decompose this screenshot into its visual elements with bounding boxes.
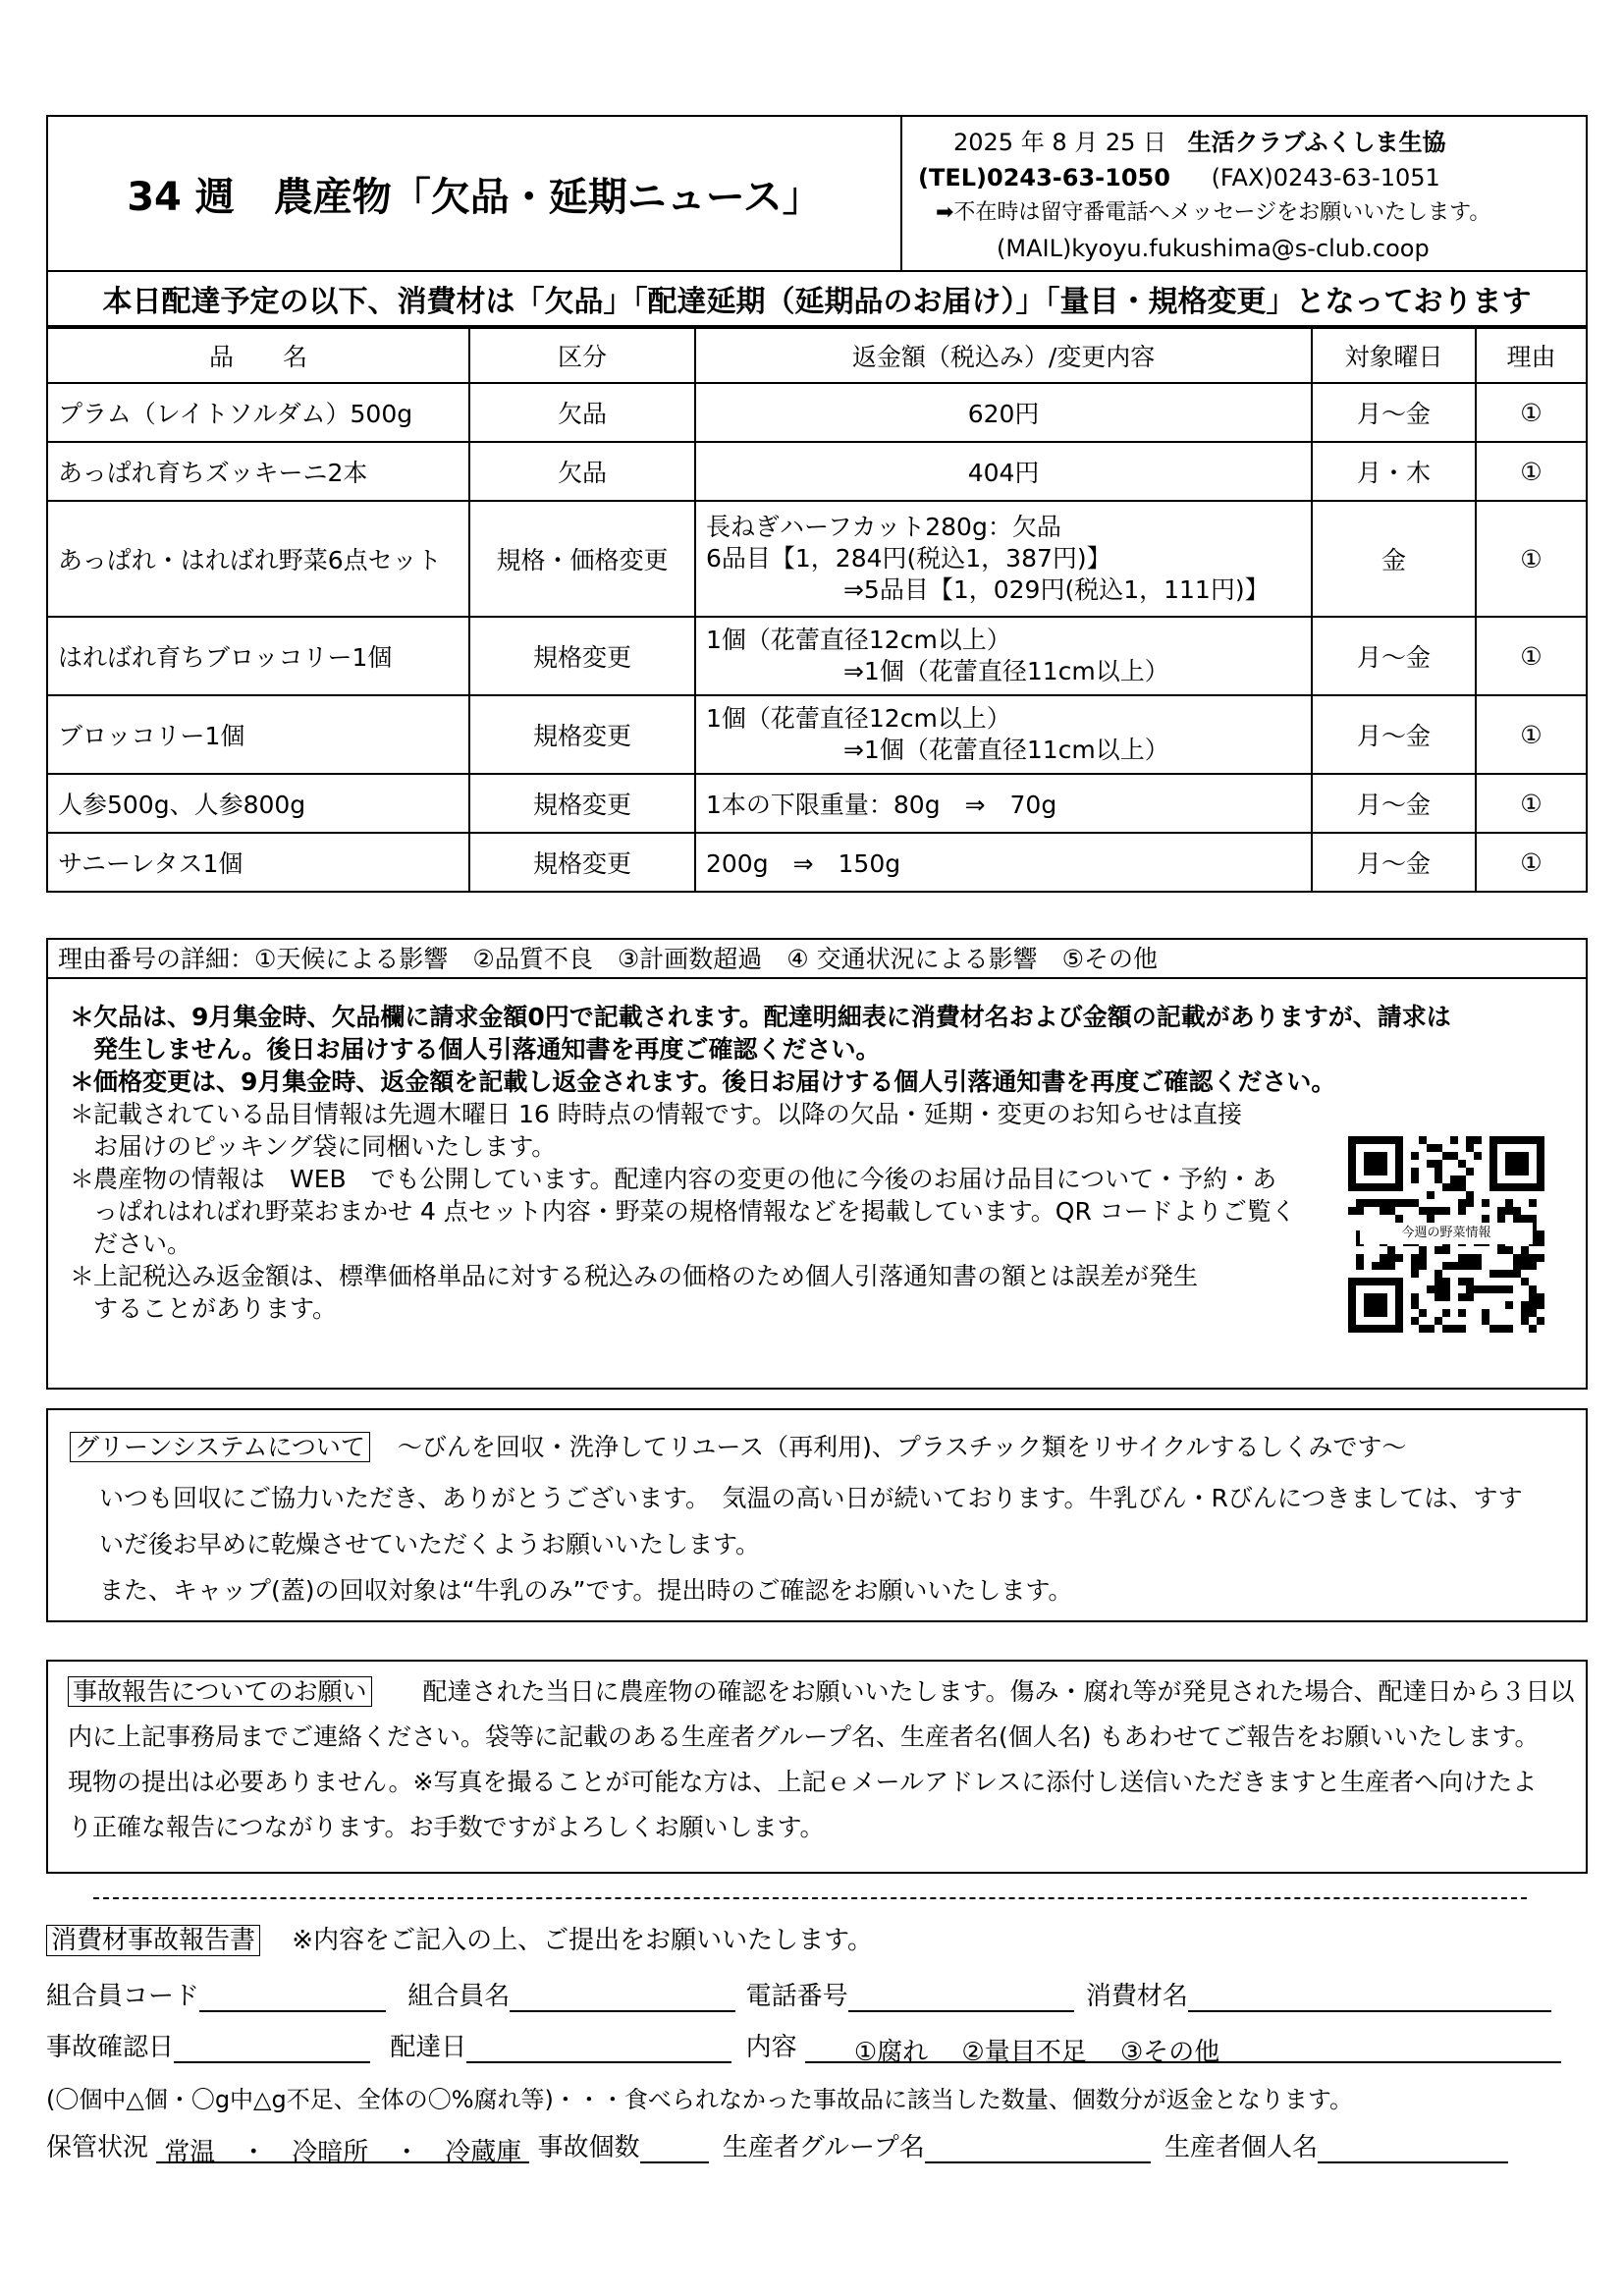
item-day: 月～金: [1312, 617, 1476, 695]
note-line: [70, 1066, 1356, 1098]
note-text: 農産物の情報は WEB でも公開しています。配達内容の変更の他に今後のお届け品目について・予約・あ: [93, 1165, 1277, 1193]
group-label: 生産者グループ名: [722, 2133, 925, 2162]
issue-date: 2025 年 8 月 25 日: [953, 129, 1167, 156]
item-day: 月～金: [1312, 695, 1476, 774]
item-detail: [695, 774, 1312, 833]
detail-line: 長ねぎハーフカット280g：欠品: [705, 513, 1061, 541]
item-name: あっぱれ・はればれ野菜6点セット: [47, 501, 469, 617]
detail-line: ⇒5品目【1，029円(税込1，111円)】: [842, 575, 1270, 604]
form-row-3: [46, 2127, 1588, 2167]
table-row: [47, 833, 1587, 892]
accident-request-box: [46, 1660, 1588, 1874]
note-text: 上記税込み返金額は、標準価格単品に対する税込みの価格のため個人引落通知書の額とは誤差が発生: [93, 1262, 1199, 1290]
delivery-date-label: 配達日: [390, 2033, 467, 2062]
page-title: 34 週 農産物「欠品・延期ニュース」: [48, 117, 902, 270]
item-category: 規格・価格変更: [469, 501, 695, 617]
tel-number: (TEL)0243-63-1050: [918, 164, 1170, 191]
note-text: お届けのピッキング袋に同梱いたします。: [93, 1132, 557, 1161]
items-table: [46, 327, 1588, 893]
accident-label: 事故報告についてのお願い: [68, 1676, 372, 1707]
green-system-label: グリーンシステムについて: [70, 1432, 370, 1462]
confirm-date-label: 事故確認日: [46, 2033, 175, 2062]
accident-line: 内に上記事務局までご連絡ください。袋等に記載のある生産者グループ名、生産者名(個人名) もあわせてご報告をお願いいたします。: [68, 1722, 1540, 1751]
item-category: 規格変更: [469, 695, 695, 774]
producer-label: 生産者個人名: [1164, 2133, 1319, 2162]
item-reason: ①: [1476, 695, 1587, 774]
note-text: 価格変更は、9月集金時、返金額を記載し返金されます。後日お届けする個人引落通知書を再度ご確認ください。: [93, 1067, 1336, 1096]
confirm-date-field[interactable]: [174, 2032, 370, 2063]
table-row: [47, 383, 1587, 442]
note-bullet: ＊: [70, 1262, 95, 1290]
form-instruction: ※内容をご記入の上、ご提出をお願いいたします。: [292, 1926, 873, 1955]
table-row: [47, 774, 1587, 833]
form-title-row: [46, 1920, 873, 1956]
table-body: [47, 383, 1587, 892]
header-box: [46, 115, 1588, 272]
column-header-category: 区分: [469, 328, 695, 383]
green-system-text: [99, 1475, 1572, 1613]
content-options: ①腐れ ②量目不足 ③その他: [853, 2038, 1220, 2067]
detail-line: 620円: [967, 400, 1040, 428]
member-name-label: 組合員名: [407, 1982, 511, 2011]
content-field[interactable]: [805, 2032, 1561, 2067]
note-bullet: ＊: [70, 1067, 95, 1096]
item-category: 規格変更: [469, 774, 695, 833]
delivery-date-field[interactable]: [466, 2032, 731, 2063]
item-day: 月・木: [1312, 442, 1476, 501]
member-code-label: 組合員コード: [46, 1982, 200, 2011]
notice-banner: 本日配達予定の以下、消費材は「欠品」「配達延期（延期品のお届け）」「量目・規格変更」となっております: [46, 272, 1588, 327]
green-line: いだ後お早めに乾燥させていただくようお願いいたします。: [99, 1530, 761, 1558]
reason-notes-box: [46, 938, 1588, 1390]
form-row-1: [46, 1976, 1588, 2012]
note-item: [70, 1260, 1356, 1325]
item-reason: ①: [1476, 383, 1587, 442]
note-line: [70, 1033, 1356, 1066]
item-detail: [695, 383, 1312, 442]
phone-label: 電話番号: [745, 1982, 848, 2011]
green-line: また、キャップ(蓋)の回収対象は“牛乳のみ”です。提出時のご確認をお願いいたします。: [99, 1576, 1073, 1605]
item-name: ブロッコリー1個: [47, 695, 469, 774]
note-text: ださい。: [93, 1230, 192, 1258]
note-item: [70, 1163, 1356, 1260]
member-name-field[interactable]: [510, 1981, 735, 2012]
table-row: [47, 501, 1587, 617]
item-day: 月～金: [1312, 833, 1476, 892]
organization-name: 生活クラブふくしま生協: [1187, 129, 1446, 156]
detail-line: 1本の下限重量：80g ⇒ 70g: [705, 791, 1057, 819]
detail-line: 1個（花蕾直径12cm以上）: [705, 626, 1011, 654]
member-code-field[interactable]: [199, 1981, 386, 2012]
storage-label: 保管状況: [46, 2133, 149, 2162]
product-field[interactable]: [1188, 1981, 1551, 2012]
count-label: 事故個数: [537, 2133, 640, 2162]
item-detail: [695, 695, 1312, 774]
contact-info: [904, 117, 1586, 270]
item-category: 欠品: [469, 442, 695, 501]
form-row-2: [46, 2027, 1588, 2067]
item-detail: [695, 501, 1312, 617]
producer-field[interactable]: [1318, 2132, 1508, 2163]
note-line: [70, 1001, 1451, 1033]
detail-line: 404円: [967, 459, 1040, 487]
accident-first-line: 配達された当日に農産物の確認をお願いいたします。傷み・腐れ等が発見された場合、配達日から３日以: [422, 1677, 1575, 1706]
note-line: [70, 1130, 1356, 1163]
green-system-box: [46, 1408, 1588, 1622]
note-line: [70, 1195, 1356, 1228]
detail-line: 6品目【1，284円(税込1，387円)】: [705, 544, 1111, 573]
note-bullet: ＊: [70, 1003, 95, 1031]
qr-caption: 今週の野菜情報: [1360, 1223, 1533, 1244]
item-name: はればれ育ちブロッコリー1個: [47, 617, 469, 695]
note-item: [70, 1066, 1356, 1098]
detail-line: 1個（花蕾直径12cm以上）: [705, 704, 1011, 733]
item-detail: [695, 442, 1312, 501]
item-reason: ①: [1476, 617, 1587, 695]
table-row: [47, 695, 1587, 774]
accident-line: り正確な報告につながります。お手数ですがよろしくお願いします。: [68, 1813, 825, 1841]
note-line: [70, 1260, 1356, 1292]
note-text: 欠品は、9月集金時、欠品欄に請求金額0円で記載されます。配達明細表に消費材名および金額の記載がありますが、請求は: [93, 1003, 1451, 1031]
note-line: [70, 1228, 1356, 1260]
detail-line: ⇒1個（花蕾直径11cm以上）: [842, 657, 1169, 685]
column-header-day: 対象曜日: [1312, 328, 1476, 383]
note-item: [70, 1098, 1356, 1163]
mail-address: (MAIL)kyoyu.fukushima@s-club.coop: [997, 235, 1430, 262]
form-title: 消費材事故報告書: [46, 1925, 260, 1956]
product-label: 消費材名: [1085, 1982, 1188, 2011]
phone-field[interactable]: [848, 1981, 1074, 2012]
item-day: 月～金: [1312, 383, 1476, 442]
item-category: 規格変更: [469, 617, 695, 695]
table-row: [47, 617, 1587, 695]
item-reason: ①: [1476, 774, 1587, 833]
item-category: 欠品: [469, 383, 695, 442]
green-system-subtitle: ～びんを回収・洗浄してリユース（再利用)、プラスチック類をリサイクルするしくみです～: [397, 1433, 1407, 1461]
item-reason: ①: [1476, 501, 1587, 617]
note-bullet: ＊: [70, 1100, 95, 1128]
note-line: [70, 1163, 1356, 1195]
reason-legend: 理由番号の詳細：①天候による影響 ②品質不良 ③計画数超過 ④ 交通状況による影響 ⑤その他: [48, 940, 1586, 979]
item-category: 規格変更: [469, 833, 695, 892]
item-name: サニーレタス1個: [47, 833, 469, 892]
item-day: 金: [1312, 501, 1476, 617]
note-text: することがあります。: [93, 1294, 338, 1323]
table-header-row: [47, 328, 1587, 383]
detail-line: 200g ⇒ 150g: [705, 849, 901, 878]
item-reason: ①: [1476, 442, 1587, 501]
cut-line: [93, 1897, 1527, 1899]
note-line: [70, 1292, 1356, 1325]
group-field[interactable]: [925, 2132, 1151, 2163]
note-text: っぱれはればれ野菜おまかせ 4 点セット内容・野菜の規格情報などを掲載しています。QR コードよりご覧く: [93, 1197, 1296, 1226]
storage-options: 常温 ・ 冷暗所 ・ 冷蔵庫: [164, 2138, 522, 2167]
item-reason: ①: [1476, 833, 1587, 892]
content-label: 内容: [745, 2033, 797, 2062]
green-line: いつも回収にご協力いただき、ありがとうございます。 気温の高い日が続いております。牛乳びん・Rびんにつきましては、すす: [99, 1484, 1523, 1512]
item-detail: [695, 617, 1312, 695]
note-item: [70, 1001, 1451, 1066]
table-row: [47, 442, 1587, 501]
column-header-detail: 返金額（税込み）/変更内容: [695, 328, 1312, 383]
item-detail: [695, 833, 1312, 892]
form-note: (〇個中△個・〇g中△g不足、全体の〇%腐れ等)・・・食べられなかった事故品に該当した数量、個数分が返金となります。: [46, 2086, 1353, 2113]
note-line: [70, 1098, 1356, 1130]
item-day: 月～金: [1312, 774, 1476, 833]
item-name: プラム（レイトソルダム）500g: [47, 383, 469, 442]
detail-line: ⇒1個（花蕾直径11cm以上）: [842, 736, 1169, 764]
absence-note: ➡不在時は留守番電話へメッセージをお願いいたします。: [936, 200, 1491, 225]
accident-line: 現物の提出は必要ありません。※写真を撮ることが可能な方は、上記ｅメールアドレスに添付し送信いただきますと生産者へ向けたよ: [68, 1768, 1538, 1796]
item-name: 人参500g、人参800g: [47, 774, 469, 833]
item-name: あっぱれ育ちズッキーニ2本: [47, 442, 469, 501]
storage-field[interactable]: [156, 2132, 529, 2167]
fax-number: (FAX)0243-63-1051: [1211, 164, 1440, 191]
note-text: 発生しません。後日お届けする個人引落通知書を再度ご確認ください。: [93, 1035, 881, 1064]
note-text: 記載されている品目情報は先週木曜日 16 時時点の情報です。以降の欠品・延期・変更のお知らせは直接: [93, 1100, 1242, 1128]
note-bullet: ＊: [70, 1165, 95, 1193]
column-header-name: 品 名: [47, 328, 469, 383]
column-header-reason: 理由: [1476, 328, 1587, 383]
count-field[interactable]: [640, 2132, 709, 2163]
